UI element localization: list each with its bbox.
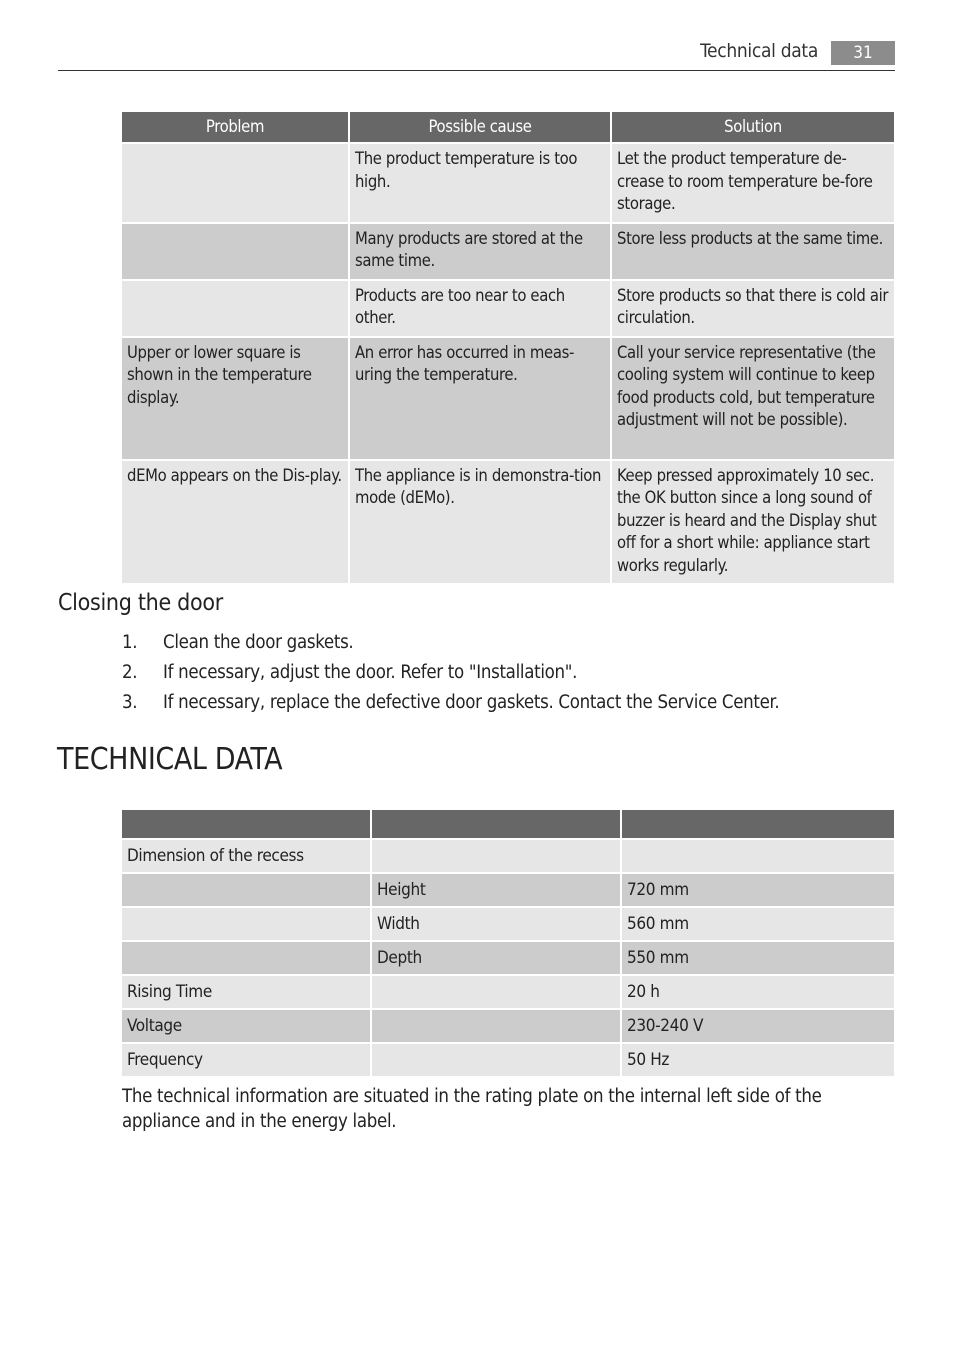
table-row — [122, 874, 894, 906]
table-cell: 560 mm — [622, 908, 894, 940]
cause-cell: Many products are stored at the same time. — [350, 224, 610, 279]
table-cell — [122, 942, 370, 974]
table-row — [122, 338, 894, 459]
troubleshooting-table — [120, 110, 896, 585]
table-cell — [372, 1010, 620, 1042]
table-cell: Height — [372, 874, 620, 906]
table-cell: Width — [372, 908, 620, 940]
table-cell — [372, 1044, 620, 1076]
table-cell — [622, 840, 894, 872]
step-number: 3. — [122, 692, 138, 713]
table-cell: 550 mm — [622, 942, 894, 974]
table-cell: Voltage — [122, 1010, 370, 1042]
closing-door-heading: Closing the door — [58, 590, 223, 616]
header-section-title: Technical data — [700, 40, 818, 62]
problem-cell — [122, 144, 348, 222]
table-cell: Rising Time — [122, 976, 370, 1008]
table-row — [122, 976, 894, 1008]
cause-cell: The appliance is in demonstra-tion mode (dEMo). — [350, 461, 610, 584]
solution-cell: Store products so that there is cold air circulation. — [612, 281, 894, 336]
table-cell: 230-240 V — [622, 1010, 894, 1042]
table-cell: 20 h — [622, 976, 894, 1008]
solution-cell: Keep pressed approximately 10 sec. the OK button since a long sound of buzzer is heard and the Display shut off for a short while: appliance start works regularly. — [612, 461, 894, 584]
table-cell — [122, 908, 370, 940]
technical-data-note: The technical information are situated in the rating plate on the internal left side of the appliance and in the energy label. — [122, 1086, 822, 1132]
table-row — [122, 908, 894, 940]
table-row — [122, 1010, 894, 1042]
table-row — [122, 840, 894, 872]
table-row — [122, 461, 894, 584]
step-number: 2. — [122, 662, 138, 683]
table-cell: Depth — [372, 942, 620, 974]
solution-cell: Store less products at the same time. — [612, 224, 894, 279]
table-cell: Dimension of the recess — [122, 840, 370, 872]
table-cell: 50 Hz — [622, 1044, 894, 1076]
step-number: 1. — [122, 632, 138, 653]
step-text: If necessary, replace the defective door gaskets. Contact the Service Center. — [163, 692, 780, 713]
problem-cell: Upper or lower square is shown in the temperature display. — [122, 338, 348, 459]
column-header — [622, 810, 894, 838]
problem-cell: dEMo appears on the Dis-play. — [122, 461, 348, 584]
step-text: If necessary, adjust the door. Refer to "Installation". — [163, 662, 578, 683]
column-header — [372, 810, 620, 838]
problem-cell — [122, 281, 348, 336]
column-header — [122, 810, 370, 838]
technical-data-heading: TECHNICAL DATA — [57, 742, 283, 777]
table-cell — [372, 840, 620, 872]
step-text: Clean the door gaskets. — [163, 632, 354, 653]
cause-cell: The product temperature is too high. — [350, 144, 610, 222]
technical-data-table — [120, 808, 896, 1078]
cause-cell: Products are too near to each other. — [350, 281, 610, 336]
solution-cell: Call your service representative (the cooling system will continue to keep food products cold, but temperature adjustment will not be possible). — [612, 338, 894, 459]
table-cell — [372, 976, 620, 1008]
header-divider — [58, 70, 895, 71]
table-header-row — [122, 810, 894, 838]
table-header-row — [122, 112, 894, 142]
table-row — [122, 224, 894, 279]
table-cell: Frequency — [122, 1044, 370, 1076]
column-header-solution: Solution — [612, 112, 894, 142]
page-number: 31 — [831, 41, 895, 65]
table-row — [122, 281, 894, 336]
table-row — [122, 144, 894, 222]
problem-cell — [122, 224, 348, 279]
table-row — [122, 942, 894, 974]
table-row — [122, 1044, 894, 1076]
table-cell — [122, 874, 370, 906]
column-header-problem: Problem — [122, 112, 348, 142]
cause-cell: An error has occurred in meas-uring the temperature. — [350, 338, 610, 459]
solution-cell: Let the product temperature de-crease to room temperature be-fore storage. — [612, 144, 894, 222]
column-header-cause: Possible cause — [350, 112, 610, 142]
table-cell: 720 mm — [622, 874, 894, 906]
